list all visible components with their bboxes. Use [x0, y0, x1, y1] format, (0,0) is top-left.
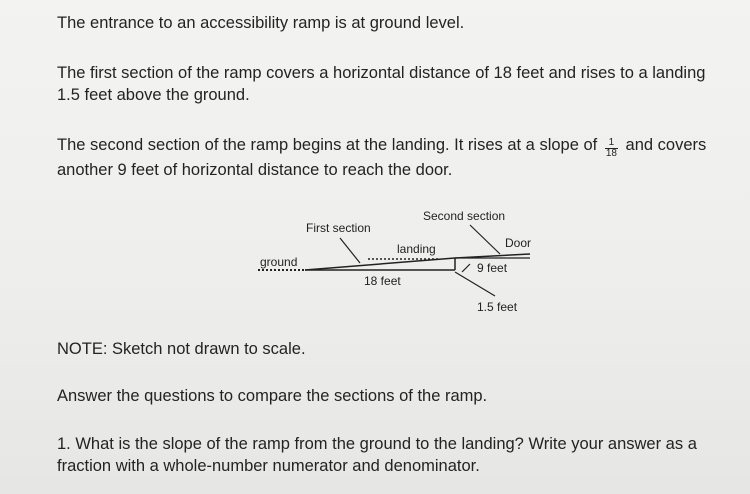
first-distance-label: 18 feet: [364, 274, 401, 288]
question-1: 1. What is the slope of the ramp from the ground to the landing? Write your answer as a fraction with a whole-number numerator and denominator.: [57, 435, 697, 475]
first-section-text: The first section of the ramp covers a horizontal distance of 18 feet and rises to a landing 1.5 feet above the ground.: [57, 64, 706, 104]
rise-leader: [455, 272, 495, 296]
landing-label: landing: [397, 242, 436, 256]
first-section-leader: [340, 238, 360, 263]
intro-text: The entrance to an accessibility ramp is at ground level.: [57, 14, 465, 32]
ground-label: ground: [260, 255, 298, 269]
second-section-leader: [470, 225, 500, 254]
second-distance-label: 9 feet: [477, 261, 508, 275]
scale-note: NOTE: Sketch not drawn to scale.: [57, 340, 306, 358]
second-section-text-end: and covers another 9 feet of horizontal distance to reach the door.: [57, 136, 707, 179]
first-section-ramp: [305, 258, 455, 270]
slope-denominator: 18: [605, 148, 617, 159]
door-label: Door: [505, 236, 532, 250]
slope-numerator: 1: [605, 138, 618, 149]
first-section-label: First section: [306, 221, 371, 235]
instruction-text: Answer the questions to compare the sections of the ramp.: [57, 387, 488, 405]
second-section-text-start: The second section of the ramp begins at the landing. It rises at a slope of: [57, 136, 602, 154]
rise-label: 1.5 feet: [477, 300, 518, 314]
nine-feet-leader: [462, 264, 470, 272]
second-section-label: Second section: [423, 209, 506, 223]
